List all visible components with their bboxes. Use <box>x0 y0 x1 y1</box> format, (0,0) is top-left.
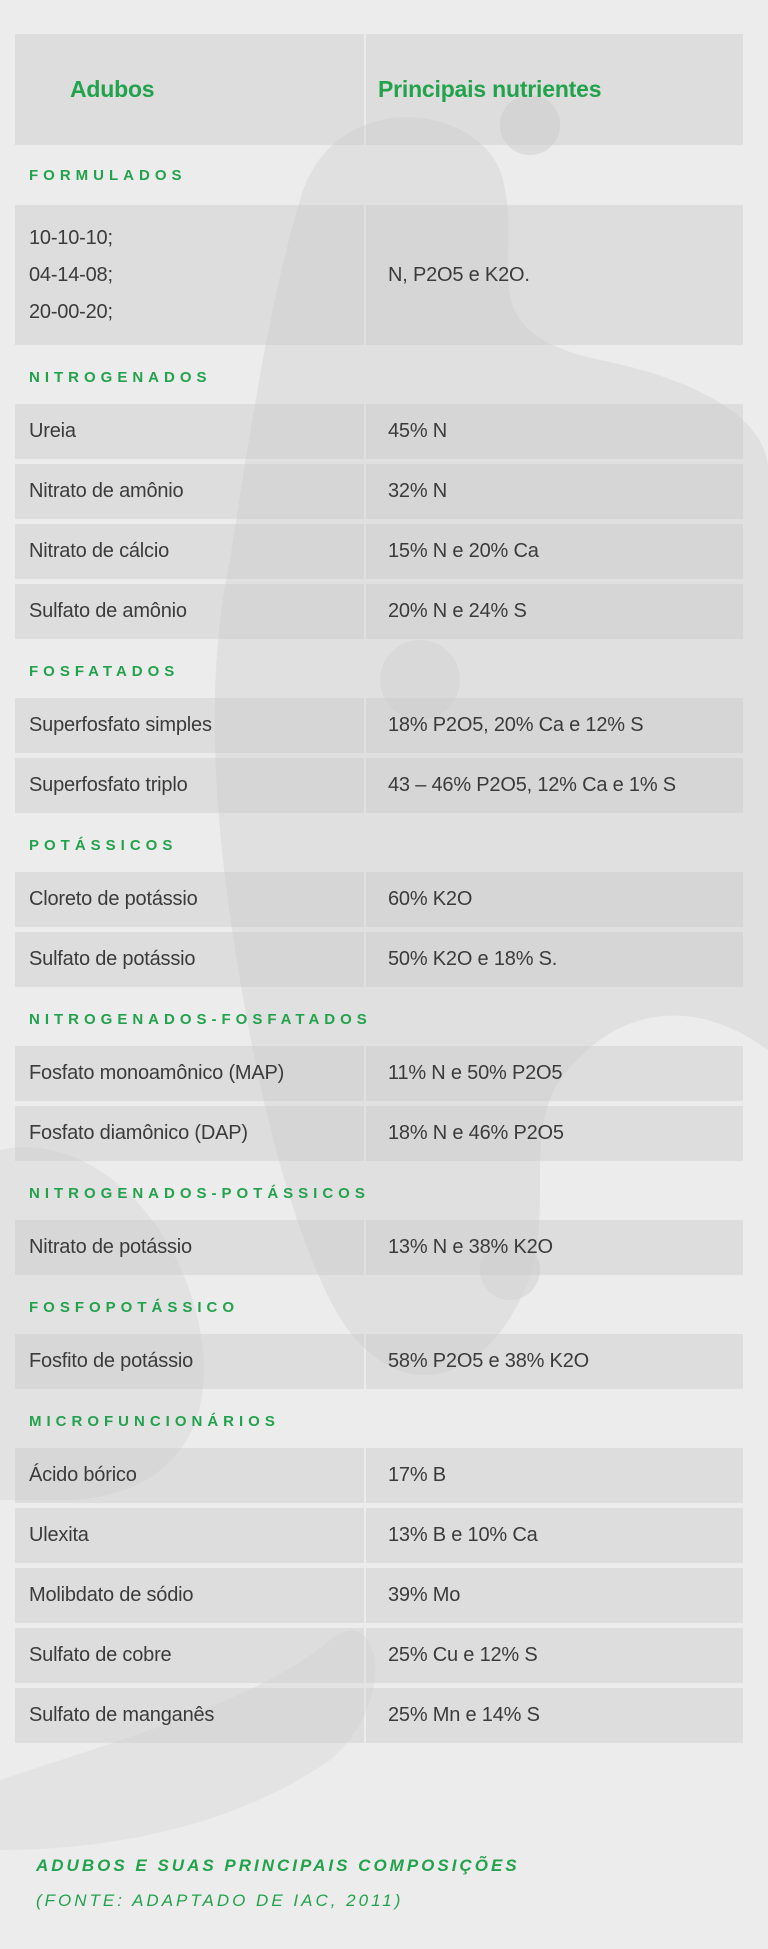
table-row <box>15 1628 743 1683</box>
caption-title: ADUBOS E SUAS PRINCIPAIS COMPOSIÇÕES <box>36 1856 520 1875</box>
section-label: NITROGENADOS-POTÁSSICOS <box>29 1184 370 1202</box>
nutrient-value: 58% P2O5 e 38% K2O <box>366 1334 743 1389</box>
fertilizer-name <box>15 205 364 345</box>
header-adubos: Adubos <box>15 34 364 145</box>
section-label: FOSFATADOS <box>29 662 180 680</box>
formula-line: 20-00-20; <box>29 300 113 323</box>
fertilizer-name: Sulfato de manganês <box>15 1688 364 1743</box>
nutrient-value: 25% Cu e 12% S <box>366 1628 743 1683</box>
formula-line: 10-10-10; <box>29 226 113 249</box>
section-label: MICROFUNCIONÁRIOS <box>29 1412 280 1430</box>
nutrient-value: 17% B <box>366 1448 743 1503</box>
section-label: NITROGENADOS-FOSFATADOS <box>29 1010 372 1028</box>
nutrient-value: 20% N e 24% S <box>366 584 743 639</box>
table-row <box>15 524 743 579</box>
section-label: NITROGENADOS <box>29 368 212 386</box>
table-row <box>15 1508 743 1563</box>
nutrient-value: 13% N e 38% K2O <box>366 1220 743 1275</box>
header-nutrients: Principais nutrientes <box>366 34 743 145</box>
table-row <box>15 758 743 813</box>
fertilizer-name: Superfosfato triplo <box>15 758 364 813</box>
nutrient-value: 43 – 46% P2O5, 12% Ca e 1% S <box>366 758 743 813</box>
table-row <box>15 1220 743 1275</box>
table-row <box>15 698 743 753</box>
fertilizer-name: Ureia <box>15 404 364 459</box>
formula-line: 04-14-08; <box>29 263 113 286</box>
table-caption <box>36 1848 520 1918</box>
table-row <box>15 464 743 519</box>
table-row <box>15 1334 743 1389</box>
fertilizer-name: Sulfato de cobre <box>15 1628 364 1683</box>
table-row <box>15 1106 743 1161</box>
nutrient-value: 50% K2O e 18% S. <box>366 932 743 987</box>
section-label: FORMULADOS <box>29 166 187 184</box>
nutrient-value: N, P2O5 e K2O. <box>366 205 743 345</box>
table-row <box>15 1568 743 1623</box>
table-row <box>15 1448 743 1503</box>
fertilizer-name: Fosfato monoamônico (MAP) <box>15 1046 364 1101</box>
table-row <box>15 1046 743 1101</box>
fertilizer-name: Ulexita <box>15 1508 364 1563</box>
table-row <box>15 872 743 927</box>
fertilizer-name: Molibdato de sódio <box>15 1568 364 1623</box>
fertilizer-name: Ácido bórico <box>15 1448 364 1503</box>
fertilizer-name: Sulfato de amônio <box>15 584 364 639</box>
fertilizer-name: Sulfato de potássio <box>15 932 364 987</box>
table-row <box>15 584 743 639</box>
table-row <box>15 205 743 345</box>
section-label: FOSFOPOTÁSSICO <box>29 1298 240 1316</box>
nutrient-value: 18% N e 46% P2O5 <box>366 1106 743 1161</box>
caption-source: (FONTE: ADAPTADO DE IAC, 2011) <box>36 1891 404 1910</box>
nutrient-value: 32% N <box>366 464 743 519</box>
nutrient-value: 18% P2O5, 20% Ca e 12% S <box>366 698 743 753</box>
section-label: POTÁSSICOS <box>29 836 178 854</box>
table-row <box>15 932 743 987</box>
nutrient-value: 45% N <box>366 404 743 459</box>
fertilizer-name: Fosfito de potássio <box>15 1334 364 1389</box>
fertilizer-name: Cloreto de potássio <box>15 872 364 927</box>
fertilizer-name: Fosfato diamônico (DAP) <box>15 1106 364 1161</box>
fertilizer-table <box>15 34 743 1748</box>
table-row <box>15 1688 743 1743</box>
nutrient-value: 39% Mo <box>366 1568 743 1623</box>
fertilizer-name: Nitrato de cálcio <box>15 524 364 579</box>
table-header <box>15 34 743 145</box>
fertilizer-name: Nitrato de potássio <box>15 1220 364 1275</box>
nutrient-value: 25% Mn e 14% S <box>366 1688 743 1743</box>
table-row <box>15 404 743 459</box>
nutrient-value: 13% B e 10% Ca <box>366 1508 743 1563</box>
fertilizer-name: Nitrato de amônio <box>15 464 364 519</box>
nutrient-value: 60% K2O <box>366 872 743 927</box>
nutrient-value: 15% N e 20% Ca <box>366 524 743 579</box>
nutrient-value: 11% N e 50% P2O5 <box>366 1046 743 1101</box>
fertilizer-name: Superfosfato simples <box>15 698 364 753</box>
